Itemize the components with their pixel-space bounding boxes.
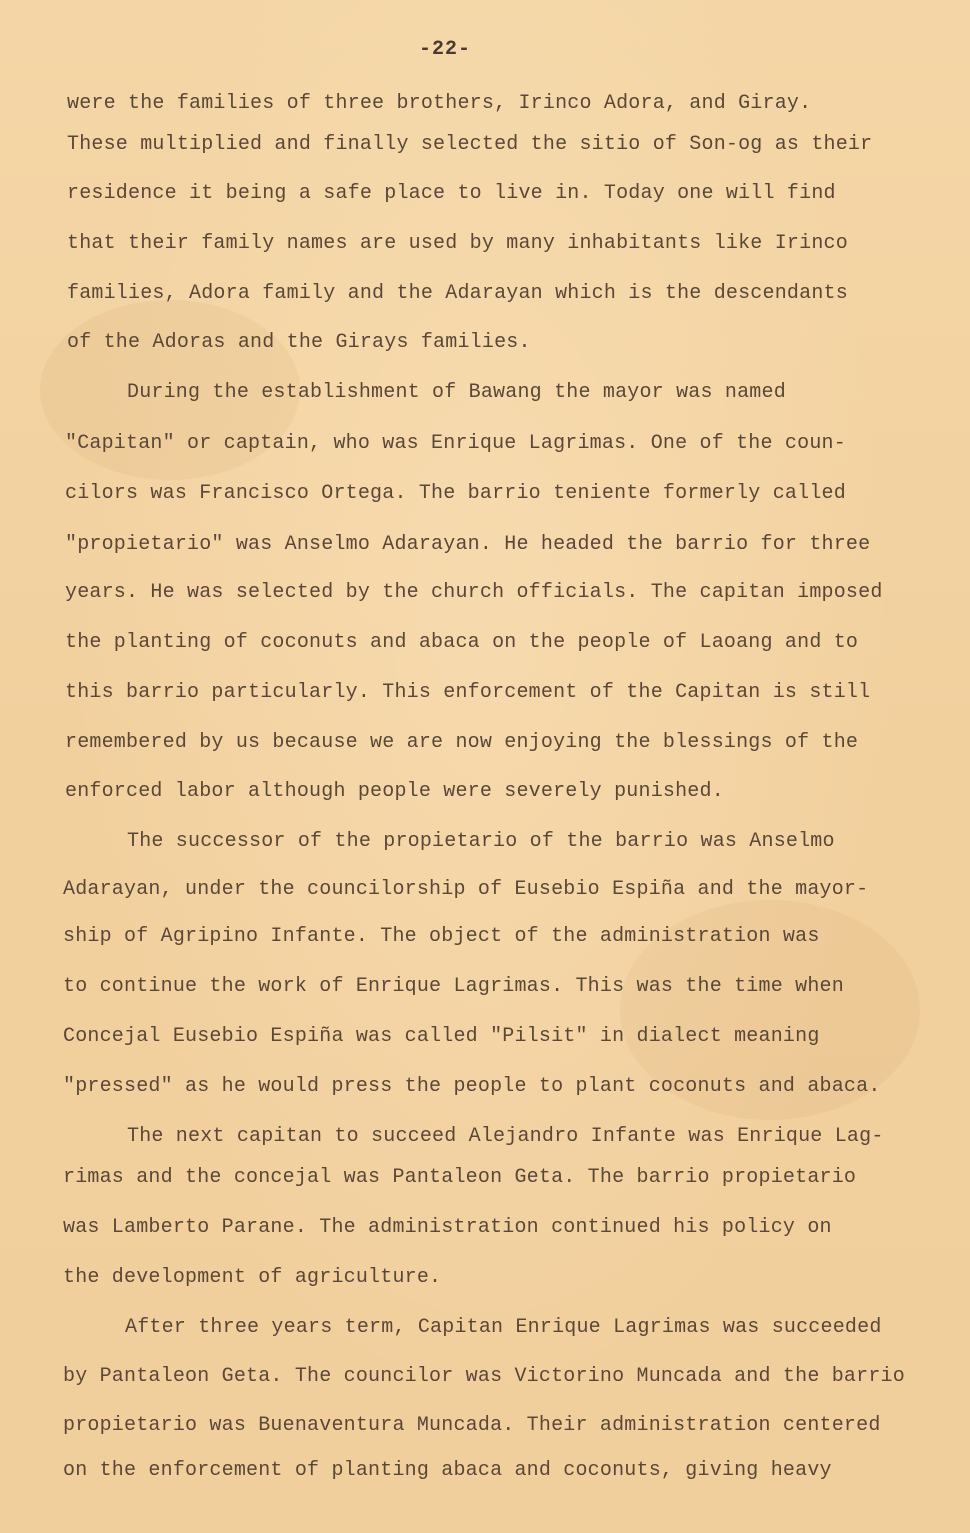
text-line: residence it being a safe place to live in. Today one will find [67,182,836,205]
text-line: by Pantaleon Geta. The councilor was Victorino Muncada and the barrio [63,1365,905,1388]
text-line: enforced labor although people were severely punished. [65,780,724,803]
text-line: During the establishment of Bawang the mayor was named [127,381,786,404]
text-line: the planting of coconuts and abaca on the people of Laoang and to [65,631,859,654]
text-line: were the families of three brothers, Irinco Adora, and Giray. [67,92,812,115]
page-number: -22- [418,38,471,61]
text-line: "Capitan" or captain, who was Enrique Lagrimas. One of the coun- [65,432,846,455]
text-line: Concejal Eusebio Espiña was called "Pilsit" in dialect meaning [63,1025,820,1048]
text-line: families, Adora family and the Adarayan which is the descendants [67,282,848,305]
text-line: ship of Agripino Infante. The object of the administration was [63,925,820,948]
text-line: remembered by us because we are now enjoying the blessings of the [65,731,859,754]
text-line: The successor of the propietario of the barrio was Anselmo [127,830,835,853]
text-line: "pressed" as he would press the people to plant coconuts and abaca. [63,1075,881,1098]
text-line: rimas and the concejal was Pantaleon Geta. The barrio propietario [63,1166,857,1189]
text-line: was Lamberto Parane. The administration continued his policy on [63,1216,832,1239]
text-line: on the enforcement of planting abaca and coconuts, giving heavy [63,1459,832,1482]
text-line: These multiplied and finally selected the sitio of Son-og as their [67,133,873,156]
text-line: After three years term, Capitan Enrique Lagrimas was succeeded [125,1316,882,1339]
text-line: the development of agriculture. [63,1266,442,1289]
text-line: years. He was selected by the church officials. The capitan imposed [65,581,883,604]
text-line: cilors was Francisco Ortega. The barrio teniente formerly called [65,482,846,505]
text-line: to continue the work of Enrique Lagrimas. This was the time when [63,975,844,998]
text-line: Adarayan, under the councilorship of Eusebio Espiña and the mayor- [63,878,869,901]
text-line: of the Adoras and the Girays families. [67,331,531,354]
text-line: The next capitan to succeed Alejandro Infante was Enrique Lag- [127,1125,884,1148]
text-line: that their family names are used by many inhabitants like Irinco [67,232,848,255]
text-line: this barrio particularly. This enforcement of the Capitan is still [65,681,871,704]
text-line: propietario was Buenaventura Muncada. Their administration centered [63,1414,881,1437]
text-line: "propietario" was Anselmo Adarayan. He headed the barrio for three [65,533,871,556]
